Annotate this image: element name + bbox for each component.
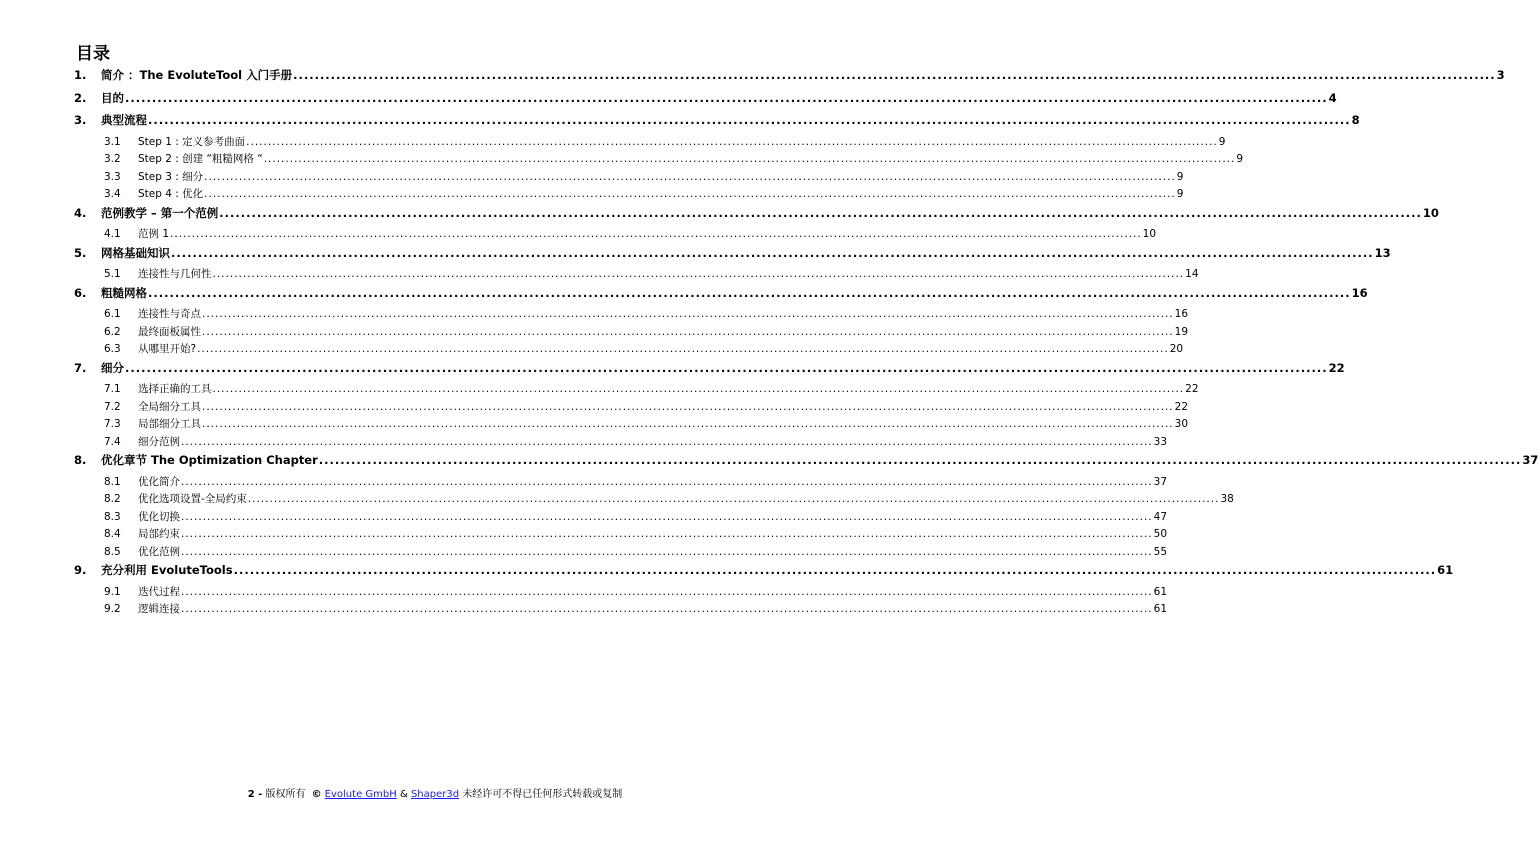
toc-dot-leader (181, 436, 1153, 448)
toc-entry[interactable] (74, 324, 1189, 342)
toc-entry-page: 9 (1176, 170, 1184, 183)
toc-entry-title: 目的 (101, 90, 124, 105)
toc-entry[interactable] (74, 89, 1337, 112)
toc-entry-page: 38 (1220, 493, 1234, 505)
footer-page-number: 2 - (247, 789, 263, 800)
toc-entry-title: 从哪里开始? (138, 343, 197, 355)
toc-dot-leader (246, 136, 1218, 148)
toc-dot-leader (293, 68, 1496, 82)
toc-entry-number: 7.3 (104, 418, 121, 430)
toc-entry-title: 典型流程 (101, 113, 147, 127)
toc-entry-page: 37 (1522, 453, 1538, 467)
toc-entry-page: 10 (1142, 228, 1157, 240)
toc-entry[interactable] (74, 381, 1199, 399)
toc-entry-title: 简介 ：The EvoluteTool 入门手册 (101, 68, 293, 82)
footer-link-evolute[interactable]: Evolute GmbH (324, 789, 397, 800)
toc-entry-page: 9 (1236, 153, 1244, 165)
toc-entry-number: 8.4 (104, 528, 121, 540)
toc-entry[interactable] (74, 474, 1168, 492)
toc-dot-leader (234, 563, 1437, 577)
toc-entry-page: 10 (1422, 205, 1439, 220)
toc-entry-number: 9.1 (104, 585, 121, 598)
table-of-contents (74, 66, 1538, 619)
toc-entry-page: 47 (1153, 510, 1168, 523)
toc-entry[interactable] (74, 111, 1360, 134)
toc-entry[interactable] (74, 359, 1345, 382)
toc-entry-title: 局部约束 (138, 528, 180, 540)
toc-entry-number: 8.2 (104, 493, 121, 505)
toc-entry-number: 7. (74, 360, 87, 375)
toc-dot-leader (202, 401, 1174, 413)
toc-entry-page: 4 (1328, 90, 1337, 105)
toc-entry-number: 5.1 (104, 268, 121, 280)
toc-entry-number: 7.1 (104, 383, 121, 395)
toc-entry-title: 网格基础知识 (101, 245, 170, 260)
copyright-icon: © (311, 789, 322, 800)
toc-dot-leader (219, 206, 1422, 220)
toc-entry[interactable] (74, 244, 1391, 267)
toc-entry-page: 22 (1174, 400, 1189, 413)
toc-entry-page: 61 (1437, 563, 1454, 577)
toc-entry-title: Step 2 : 创建 “粗糙网格 “ (138, 153, 263, 165)
toc-entry-title: 优化范例 (138, 545, 180, 558)
toc-entry-number: 6.3 (104, 343, 121, 355)
toc-entry-title: Step 3 : 细分 (138, 170, 204, 183)
toc-entry[interactable] (74, 416, 1189, 434)
toc-entry-page: 22 (1185, 383, 1199, 395)
toc-dot-leader (125, 91, 1328, 105)
toc-entry-title: 优化章节 The Optimization Chapter (101, 453, 318, 467)
toc-entry[interactable] (74, 204, 1439, 227)
toc-entry-number: 6.2 (104, 325, 121, 338)
toc-entry[interactable] (74, 134, 1226, 152)
toc-entry-title: 局部细分工具 (138, 418, 201, 430)
toc-dot-leader (181, 511, 1153, 523)
toc-entry-title: 逻辑连接 (138, 603, 180, 615)
toc-entry-title: 最终面板属性 (138, 325, 201, 338)
toc-entry[interactable] (74, 601, 1168, 619)
toc-entry-page: 16 (1351, 285, 1368, 300)
toc-entry[interactable] (74, 151, 1244, 169)
toc-entry[interactable] (74, 284, 1368, 307)
toc-entry-title: 选择正确的工具 (138, 383, 212, 395)
toc-dot-leader (181, 546, 1153, 558)
toc-entry-title: 细分 (101, 360, 124, 375)
toc-entry-number: 3.3 (104, 170, 121, 183)
toc-entry-page: 55 (1153, 545, 1168, 558)
toc-dot-leader (181, 603, 1153, 615)
toc-entry[interactable] (74, 434, 1168, 452)
toc-entry-page: 9 (1176, 188, 1184, 200)
toc-entry-title: 连接性与奇点 (138, 308, 201, 320)
toc-entry-number: 1. (74, 68, 87, 82)
toc-entry-number: 3.4 (104, 188, 121, 200)
toc-entry-title: 范例 1 (138, 228, 170, 240)
toc-entry-page: 22 (1328, 360, 1345, 375)
toc-entry[interactable] (74, 399, 1189, 417)
toc-dot-leader (264, 153, 1236, 165)
toc-dot-leader (148, 286, 1351, 300)
toc-entry-page: 33 (1153, 435, 1168, 448)
toc-dot-leader (319, 453, 1522, 467)
toc-entry[interactable] (74, 561, 1454, 584)
toc-entry-title: 优化切换 (138, 510, 180, 523)
toc-dot-leader (248, 493, 1220, 505)
toc-entry[interactable] (74, 341, 1184, 359)
footer-ampersand: & (399, 789, 408, 800)
footer-suffix: 未经许可不得已任何形式转载或复制 (462, 789, 623, 800)
toc-entry-title: 优化简介 (138, 475, 180, 488)
footer-rights-text: 版权所有 (265, 789, 306, 800)
toc-dot-leader (148, 113, 1351, 127)
toc-entry-page: 61 (1153, 585, 1168, 598)
toc-entry-title: 充分利用 EvoluteTools (101, 563, 233, 577)
toc-entry-number: 6.1 (104, 308, 121, 320)
toc-dot-leader (197, 343, 1169, 355)
toc-entry-number: 3. (74, 113, 87, 127)
toc-entry-title: 全局细分工具 (138, 400, 201, 413)
toc-dot-leader (213, 268, 1185, 280)
toc-dot-leader (170, 228, 1142, 240)
toc-dot-leader (125, 361, 1328, 375)
toc-entry-title: Step 1 : 定义参考曲面 (138, 135, 246, 148)
toc-dot-leader (181, 528, 1153, 540)
toc-entry-page: 14 (1185, 268, 1199, 280)
toc-entry-number: 4.1 (104, 228, 121, 240)
toc-entry[interactable] (74, 306, 1189, 324)
toc-entry-page: 13 (1374, 245, 1391, 260)
toc-entry[interactable] (74, 186, 1184, 204)
toc-dot-leader (202, 326, 1174, 338)
toc-dot-leader (171, 246, 1374, 260)
toc-entry-title: 优化选项设置-全局约束 (138, 493, 247, 505)
toc-entry-number: 2. (74, 90, 87, 105)
toc-entry-page: 19 (1174, 325, 1189, 338)
toc-dot-leader (213, 383, 1185, 395)
toc-entry-title: 粗糙网格 (101, 285, 147, 300)
toc-entry-title: 细分范例 (138, 435, 180, 448)
toc-dot-leader (204, 188, 1176, 200)
toc-dot-leader (181, 476, 1153, 488)
toc-entry-page: 37 (1153, 475, 1168, 488)
toc-entry-page: 30 (1174, 418, 1189, 430)
page-footer (0, 785, 870, 800)
toc-entry-number: 4. (74, 205, 87, 220)
toc-entry-number: 9. (74, 563, 87, 577)
toc-entry-page: 16 (1174, 308, 1189, 320)
toc-entry-number: 8.1 (104, 475, 121, 488)
toc-entry-page: 20 (1169, 343, 1184, 355)
toc-entry[interactable] (74, 526, 1168, 544)
toc-dot-leader (181, 586, 1153, 598)
toc-entry-number: 9.2 (104, 603, 121, 615)
toc-entry[interactable] (74, 544, 1168, 562)
toc-entry-number: 6. (74, 285, 87, 300)
toc-entry-page: 50 (1153, 528, 1168, 540)
toc-dot-leader (202, 308, 1174, 320)
toc-entry-number: 8.3 (104, 510, 121, 523)
toc-entry[interactable] (74, 226, 1157, 244)
toc-entry-number: 8. (74, 453, 87, 467)
toc-entry[interactable] (74, 169, 1184, 187)
toc-entry[interactable] (74, 451, 1538, 474)
toc-entry-page: 8 (1351, 113, 1360, 127)
toc-entry-title: 连接性与几何性 (138, 268, 212, 280)
toc-entry[interactable] (74, 66, 1505, 89)
toc-entry-title: 迭代过程 (138, 585, 180, 598)
toc-entry-number: 3.2 (104, 153, 121, 165)
toc-entry-number: 8.5 (104, 545, 121, 558)
toc-entry[interactable] (74, 491, 1234, 509)
toc-entry-number: 3.1 (104, 135, 121, 148)
footer-link-shaper3d[interactable]: Shaper3d (410, 789, 460, 800)
toc-entry-title: Step 4 : 优化 (138, 188, 204, 200)
toc-entry[interactable] (74, 266, 1199, 284)
toc-entry-title: 范例教学 – 第一个范例 (101, 205, 219, 220)
toc-entry-page: 9 (1218, 135, 1226, 148)
toc-entry-page: 3 (1496, 68, 1505, 82)
toc-entry-number: 7.4 (104, 435, 121, 448)
toc-entry-number: 7.2 (104, 400, 121, 413)
toc-dot-leader (204, 171, 1176, 183)
toc-entry[interactable] (74, 509, 1168, 527)
page-title: 目录 (76, 44, 110, 64)
toc-dot-leader (202, 418, 1174, 430)
toc-entry-page: 61 (1153, 603, 1168, 615)
toc-entry[interactable] (74, 584, 1168, 602)
toc-entry-number: 5. (74, 245, 87, 260)
